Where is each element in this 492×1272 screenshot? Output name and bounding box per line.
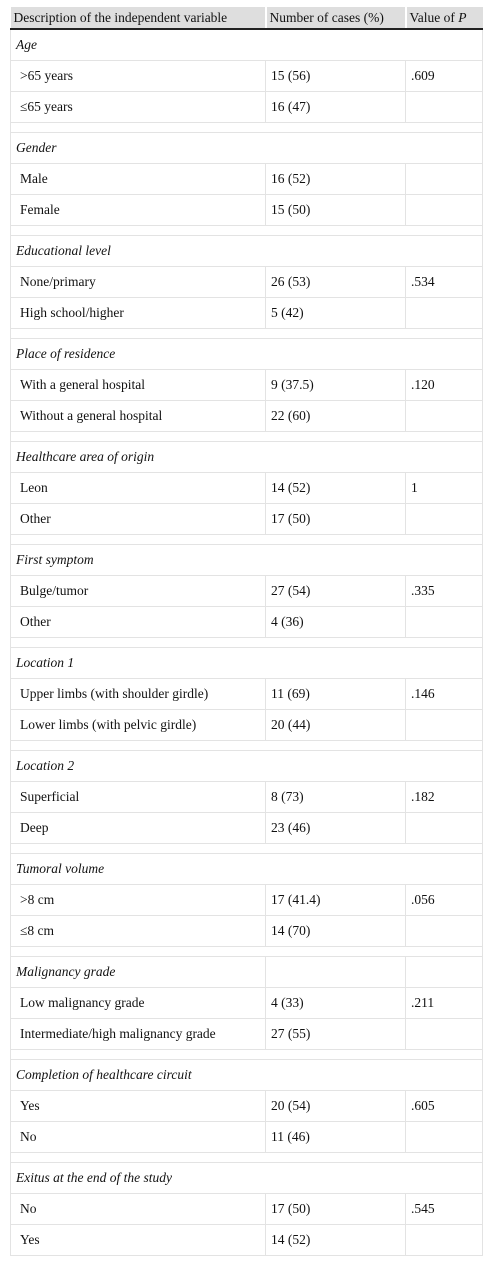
group-title: Exitus at the end of the study <box>11 1163 266 1194</box>
group-header-row <box>11 545 483 576</box>
group-empty-cell <box>266 339 406 370</box>
p-value: .182 <box>406 782 483 813</box>
p-value: .545 <box>406 1194 483 1225</box>
header-p-prefix: Value of <box>409 9 459 25</box>
cases-value: 11 (69) <box>266 679 406 710</box>
p-value <box>406 1225 483 1256</box>
cases-value: 22 (60) <box>266 401 406 432</box>
group-empty-cell <box>266 1060 406 1091</box>
group-header-row <box>11 1060 483 1091</box>
group-header-row <box>11 133 483 164</box>
group-header-row <box>11 1163 483 1194</box>
variable-category: Male <box>11 164 266 195</box>
cases-value: 5 (42) <box>266 298 406 329</box>
group-header-row <box>11 957 483 988</box>
table-row <box>11 988 483 1019</box>
table-row <box>11 1091 483 1122</box>
variable-category: Deep <box>11 813 266 844</box>
spacer-cell <box>406 329 483 339</box>
cases-value: 23 (46) <box>266 813 406 844</box>
spacer-cell <box>11 226 266 236</box>
group-empty-cell <box>406 236 483 267</box>
p-value: .120 <box>406 370 483 401</box>
group-title: Educational level <box>11 236 266 267</box>
group-spacer <box>11 535 483 545</box>
spacer-cell <box>11 123 266 133</box>
table-row <box>11 504 483 535</box>
table-row <box>11 195 483 226</box>
spacer-cell <box>11 638 266 648</box>
spacer-cell <box>406 947 483 957</box>
spacer-cell <box>406 1153 483 1163</box>
cases-value: 27 (54) <box>266 576 406 607</box>
group-title: Age <box>11 29 266 61</box>
variable-category: Superficial <box>11 782 266 813</box>
group-header-row <box>11 236 483 267</box>
group-empty-cell <box>266 648 406 679</box>
variable-category: Without a general hospital <box>11 401 266 432</box>
header-number-of-cases: Number of cases (%) <box>266 7 406 29</box>
cases-value: 20 (44) <box>266 710 406 741</box>
spacer-cell <box>406 844 483 854</box>
table-body <box>11 29 483 1256</box>
table-row <box>11 576 483 607</box>
cases-value: 15 (50) <box>266 195 406 226</box>
group-empty-cell <box>266 1163 406 1194</box>
variable-category: Yes <box>11 1225 266 1256</box>
cases-value: 17 (50) <box>266 504 406 535</box>
group-spacer <box>11 844 483 854</box>
cases-value: 26 (53) <box>266 267 406 298</box>
header-row <box>11 7 483 29</box>
spacer-cell <box>11 947 266 957</box>
p-value: 1 <box>406 473 483 504</box>
table-row <box>11 1194 483 1225</box>
variable-category: High school/higher <box>11 298 266 329</box>
variable-category: Female <box>11 195 266 226</box>
variable-category: Other <box>11 607 266 638</box>
spacer-cell <box>266 741 406 751</box>
group-title: Completion of healthcare circuit <box>11 1060 266 1091</box>
group-empty-cell <box>266 236 406 267</box>
group-empty-cell <box>266 442 406 473</box>
spacer-cell <box>406 432 483 442</box>
table-row <box>11 164 483 195</box>
p-value <box>406 916 483 947</box>
group-empty-cell <box>406 442 483 473</box>
cases-value: 17 (41.4) <box>266 885 406 916</box>
variable-category: Low malignancy grade <box>11 988 266 1019</box>
variable-category: >8 cm <box>11 885 266 916</box>
variable-category: ≤8 cm <box>11 916 266 947</box>
variable-category: With a general hospital <box>11 370 266 401</box>
group-empty-cell <box>406 1060 483 1091</box>
group-header-row <box>11 648 483 679</box>
group-title: Healthcare area of origin <box>11 442 266 473</box>
group-empty-cell <box>406 751 483 782</box>
spacer-cell <box>266 1153 406 1163</box>
p-value: .609 <box>406 61 483 92</box>
cases-value: 14 (52) <box>266 1225 406 1256</box>
spacer-cell <box>11 535 266 545</box>
table-row <box>11 401 483 432</box>
table-row <box>11 1225 483 1256</box>
variable-category: ≤65 years <box>11 92 266 123</box>
p-value <box>406 164 483 195</box>
spacer-cell <box>266 638 406 648</box>
table-row <box>11 607 483 638</box>
cases-value: 17 (50) <box>266 1194 406 1225</box>
group-empty-cell <box>266 133 406 164</box>
variable-category: None/primary <box>11 267 266 298</box>
variable-category: Lower limbs (with pelvic girdle) <box>11 710 266 741</box>
spacer-cell <box>406 535 483 545</box>
spacer-cell <box>266 1050 406 1060</box>
group-empty-cell <box>406 339 483 370</box>
group-empty-cell <box>406 957 483 988</box>
variable-category: Intermediate/high malignancy grade <box>11 1019 266 1050</box>
group-empty-cell <box>406 29 483 61</box>
table-row <box>11 1122 483 1153</box>
variable-category: Leon <box>11 473 266 504</box>
header-p-value <box>406 7 483 29</box>
cases-value: 27 (55) <box>266 1019 406 1050</box>
group-title: Malignancy grade <box>11 957 266 988</box>
spacer-cell <box>11 844 266 854</box>
group-spacer <box>11 432 483 442</box>
p-value <box>406 1122 483 1153</box>
group-empty-cell <box>266 751 406 782</box>
p-value: .146 <box>406 679 483 710</box>
spacer-cell <box>266 226 406 236</box>
variable-category: Yes <box>11 1091 266 1122</box>
p-value: .211 <box>406 988 483 1019</box>
p-value <box>406 195 483 226</box>
spacer-cell <box>11 432 266 442</box>
group-empty-cell <box>266 545 406 576</box>
spacer-cell <box>266 123 406 133</box>
group-title: Location 1 <box>11 648 266 679</box>
spacer-cell <box>266 329 406 339</box>
cases-value: 9 (37.5) <box>266 370 406 401</box>
group-spacer <box>11 226 483 236</box>
group-empty-cell <box>266 854 406 885</box>
group-spacer <box>11 741 483 751</box>
spacer-cell <box>11 1050 266 1060</box>
group-empty-cell <box>266 957 406 988</box>
variable-category: No <box>11 1122 266 1153</box>
table-row <box>11 298 483 329</box>
spacer-cell <box>406 226 483 236</box>
table-row <box>11 267 483 298</box>
p-value <box>406 813 483 844</box>
cases-value: 14 (70) <box>266 916 406 947</box>
variable-category: >65 years <box>11 61 266 92</box>
table-row <box>11 473 483 504</box>
spacer-cell <box>266 844 406 854</box>
group-title: Gender <box>11 133 266 164</box>
cases-value: 20 (54) <box>266 1091 406 1122</box>
group-spacer <box>11 123 483 133</box>
table-header <box>11 7 483 29</box>
p-value: .056 <box>406 885 483 916</box>
group-header-row <box>11 854 483 885</box>
cases-value: 8 (73) <box>266 782 406 813</box>
spacer-cell <box>11 1153 266 1163</box>
spacer-cell <box>406 1050 483 1060</box>
p-value <box>406 504 483 535</box>
group-header-row <box>11 442 483 473</box>
cases-value: 4 (36) <box>266 607 406 638</box>
table-row <box>11 710 483 741</box>
spacer-cell <box>11 741 266 751</box>
spacer-cell <box>11 329 266 339</box>
spacer-cell <box>266 947 406 957</box>
spacer-cell <box>406 741 483 751</box>
p-value <box>406 92 483 123</box>
spacer-cell <box>406 638 483 648</box>
group-header-row <box>11 339 483 370</box>
table-row <box>11 916 483 947</box>
spacer-cell <box>266 432 406 442</box>
spacer-cell <box>406 123 483 133</box>
group-title: Tumoral volume <box>11 854 266 885</box>
p-value <box>406 1019 483 1050</box>
group-header-row <box>11 751 483 782</box>
group-empty-cell <box>406 545 483 576</box>
results-table <box>10 7 483 1256</box>
group-empty-cell <box>266 29 406 61</box>
group-title: Place of residence <box>11 339 266 370</box>
cases-value: 16 (47) <box>266 92 406 123</box>
group-header-row <box>11 29 483 61</box>
variable-category: Upper limbs (with shoulder girdle) <box>11 679 266 710</box>
p-value: .534 <box>406 267 483 298</box>
p-value <box>406 607 483 638</box>
group-spacer <box>11 947 483 957</box>
group-empty-cell <box>406 133 483 164</box>
p-value: .335 <box>406 576 483 607</box>
table-row <box>11 679 483 710</box>
cases-value: 11 (46) <box>266 1122 406 1153</box>
table-row <box>11 92 483 123</box>
table-row <box>11 885 483 916</box>
group-spacer <box>11 1153 483 1163</box>
spacer-cell <box>266 535 406 545</box>
variable-category: No <box>11 1194 266 1225</box>
cases-value: 15 (56) <box>266 61 406 92</box>
p-value: .605 <box>406 1091 483 1122</box>
table-row <box>11 813 483 844</box>
table-row <box>11 1019 483 1050</box>
group-title: First symptom <box>11 545 266 576</box>
p-value <box>406 401 483 432</box>
group-empty-cell <box>406 648 483 679</box>
header-p-symbol: P <box>458 9 467 25</box>
group-spacer <box>11 329 483 339</box>
group-empty-cell <box>406 1163 483 1194</box>
table-row <box>11 782 483 813</box>
p-value <box>406 710 483 741</box>
table-row <box>11 370 483 401</box>
variable-category: Bulge/tumor <box>11 576 266 607</box>
group-spacer <box>11 638 483 648</box>
table-row <box>11 61 483 92</box>
variable-category: Other <box>11 504 266 535</box>
group-empty-cell <box>406 854 483 885</box>
cases-value: 16 (52) <box>266 164 406 195</box>
cases-value: 14 (52) <box>266 473 406 504</box>
group-spacer <box>11 1050 483 1060</box>
p-value <box>406 298 483 329</box>
cases-value: 4 (33) <box>266 988 406 1019</box>
header-description: Description of the independent variable <box>11 7 266 29</box>
group-title: Location 2 <box>11 751 266 782</box>
